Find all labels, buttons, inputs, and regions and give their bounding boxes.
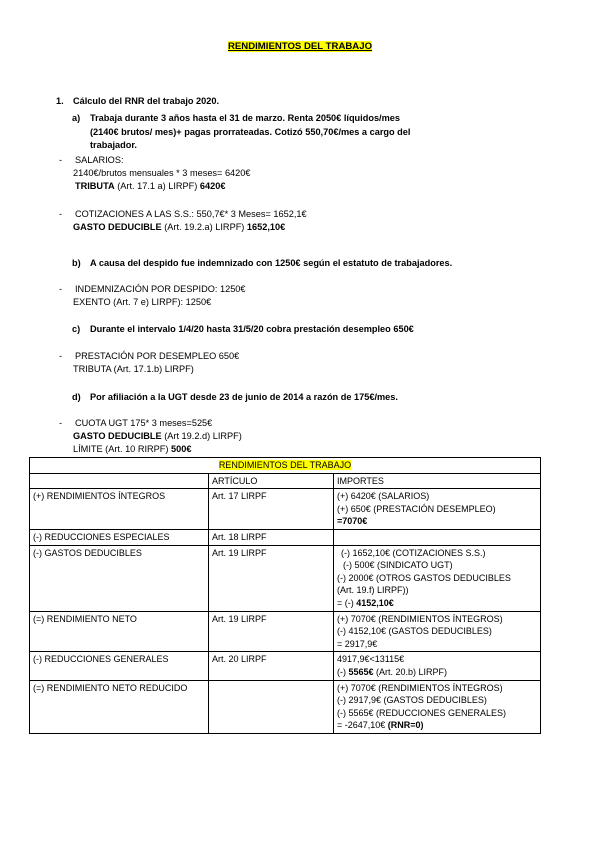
row-amounts: 4917,9€<13115€ (-) 5565€ (Art. 20.b) LIRPF) xyxy=(334,652,541,680)
row-article xyxy=(209,680,334,733)
item-d-letter: d) xyxy=(72,392,81,402)
prestacion-tributa: TRIBUTA (Art. 17.1.b) LIRPF) xyxy=(73,364,194,374)
page-title: RENDIMIENTOS DEL TRABAJO xyxy=(227,41,373,52)
indemnizacion-dash: - xyxy=(59,284,63,294)
indemnizacion-label: INDEMNIZACIÓN POR DESPIDO: 1250€ xyxy=(75,284,246,294)
header-amounts: IMPORTES xyxy=(334,473,541,489)
row-article: Art. 17 LIRPF xyxy=(209,489,334,530)
indemnizacion-exento: EXENTO (Art. 7 e) LIRPF): 1250€ xyxy=(73,297,212,307)
cotizaciones-label: COTIZACIONES A LAS S.S.: 550,7€* 3 Meses= 1652,1€ xyxy=(75,209,307,219)
section-number: 1. xyxy=(56,96,64,106)
header-concept xyxy=(30,473,209,489)
row-amounts: (+) 7070€ (RENDIMIENTOS ÍNTEGROS) (-) 4152,10€ (GASTOS DEDUCIBLES) = 2917,9€ xyxy=(334,611,541,652)
prestacion-dash: - xyxy=(59,351,63,361)
table-row xyxy=(30,611,541,652)
row-concept: (-) REDUCCIONES GENERALES xyxy=(30,652,209,680)
row-article: Art. 20 LIRPF xyxy=(209,652,334,680)
rendimientos-table xyxy=(29,457,541,734)
row-amounts: (-) 1652,10€ (COTIZACIONES S.S.) (-) 500€ (SINDICATO UGT) (-) 2000€ (OTROS GASTOS DEDUCIBLES (Art. 19.f) LIRPF)) = (-) 4152,10€ xyxy=(334,545,541,611)
row-amounts: (+) 7070€ (RENDIMIENTOS ÍNTEGROS) (-) 2917,9€ (GASTOS DEDUCIBLES) (-) 5565€ (REDUCCIONES GENERALES) = -2647,10€ (RNR=0) xyxy=(334,680,541,733)
row-concept: (=) RENDIMIENTO NETO REDUCIDO xyxy=(30,680,209,733)
item-d-text: Por afiliación a la UGT desde 23 de junio de 2014 a razón de 175€/mes. xyxy=(90,392,398,402)
salarios-label: SALARIOS: xyxy=(75,155,124,165)
table-header-row xyxy=(30,473,541,489)
salarios-tributa: TRIBUTA (Art. 17.1 a) LIRPF) 6420€ xyxy=(75,181,226,191)
item-c-text: Durante el intervalo 1/4/20 hasta 31/5/20 cobra prestación desempleo 650€ xyxy=(90,324,414,334)
table-row xyxy=(30,529,541,545)
item-a-line2: (2140€ brutos/ mes)+ pagas prorrateadas. Cotizó 550,70€/mes a cargo del xyxy=(90,127,411,137)
cotizaciones-gasto: GASTO DEDUCIBLE (Art. 19.2.a) LIRPF) 1652,10€ xyxy=(73,222,286,232)
item-a-line3: trabajador. xyxy=(90,140,137,150)
row-concept: (-) REDUCCIONES ESPECIALES xyxy=(30,529,209,545)
cotizaciones-dash: - xyxy=(59,209,63,219)
salarios-calc: 2140€/brutos mensuales * 3 meses= 6420€ xyxy=(73,168,251,178)
cuota-gasto: GASTO DEDUCIBLE (Art 19.2.d) LIRPF) xyxy=(73,431,242,441)
section-heading: Cálculo del RNR del trabajo 2020. xyxy=(73,96,220,106)
item-b-text: A causa del despido fue indemnizado con 1250€ según el estatuto de trabajadores. xyxy=(90,258,453,268)
row-article: Art. 18 LIRPF xyxy=(209,529,334,545)
table-row xyxy=(30,489,541,530)
item-a-letter: a) xyxy=(72,113,81,123)
row-article: Art. 19 LIRPF xyxy=(209,611,334,652)
row-concept: (=) RENDIMIENTO NETO xyxy=(30,611,209,652)
table-row xyxy=(30,545,541,611)
salarios-dash: - xyxy=(59,155,63,165)
prestacion-label: PRESTACIÓN POR DESEMPLEO 650€ xyxy=(75,351,240,361)
table-row xyxy=(30,680,541,733)
header-article: ARTÍCULO xyxy=(209,473,334,489)
cuota-limite: LÍMITE (Art. 10 RIRPF) 500€ xyxy=(73,444,192,454)
item-c-letter: c) xyxy=(72,324,81,334)
row-amounts xyxy=(334,529,541,545)
cuota-label: CUOTA UGT 175* 3 meses=525€ xyxy=(75,418,213,428)
cuota-dash: - xyxy=(59,418,63,428)
row-concept: (-) GASTOS DEDUCIBLES xyxy=(30,545,209,611)
row-concept: (+) RENDIMIENTOS ÍNTEGROS xyxy=(30,489,209,530)
item-b-letter: b) xyxy=(72,258,81,268)
table-row xyxy=(30,652,541,680)
row-amounts: (+) 6420€ (SALARIOS) (+) 650€ (PRESTACIÓN DESEMPLEO) =7070€ xyxy=(334,489,541,530)
table-title: RENDIMIENTOS DEL TRABAJO xyxy=(30,458,541,474)
item-a-line1: Trabaja durante 3 años hasta el 31 de marzo. Renta 2050€ líquidos/mes xyxy=(90,113,400,123)
table-title-row xyxy=(30,458,541,474)
row-article: Art. 19 LIRPF xyxy=(209,545,334,611)
